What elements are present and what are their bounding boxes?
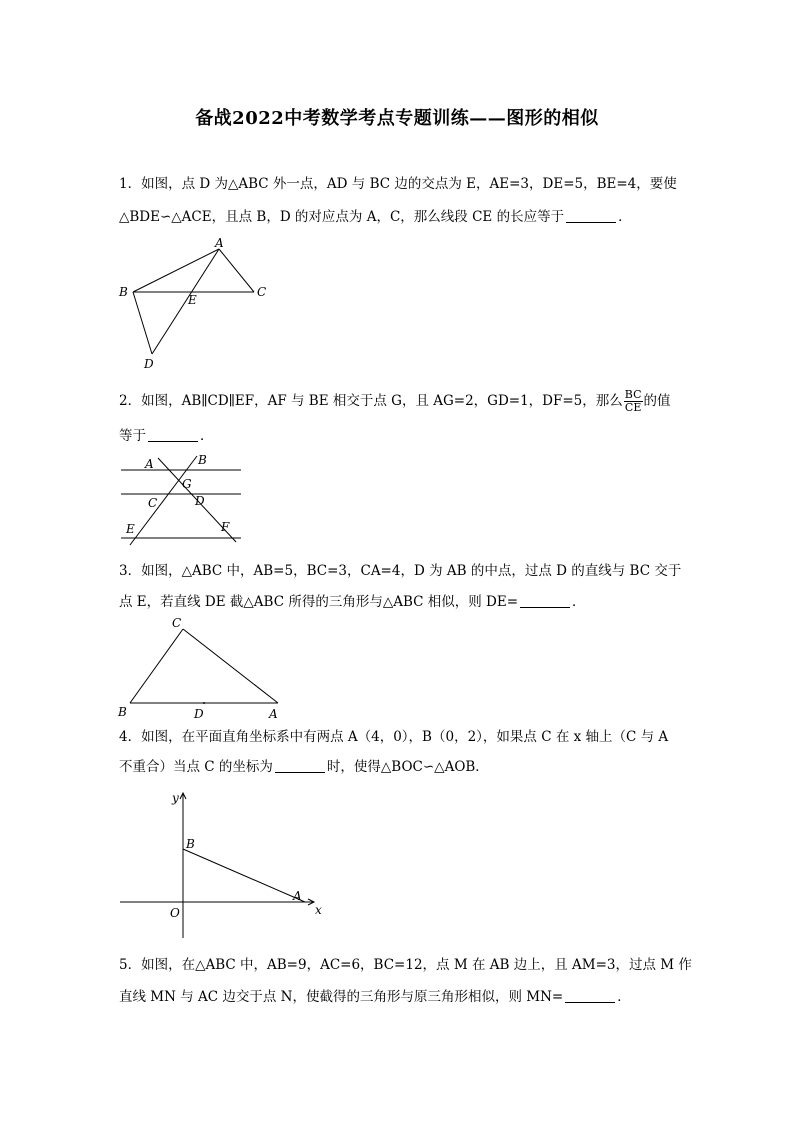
q1-label-c: C xyxy=(257,285,267,299)
q1-answer-blank[interactable] xyxy=(566,208,616,223)
q3-edge-ca xyxy=(183,629,278,703)
q1-line1: 1．如图，点 D 为△ABC 外一点，AD 与 BC 边的交点为 E，AE=3，DE=5，BE=4，要使 xyxy=(119,176,677,192)
q2-fraction-numerator: BC xyxy=(624,388,642,401)
q5-line2-text: 直线 MN 与 AC 边交于点 N，使截得的三角形与原三角形相似，则 MN= xyxy=(119,989,564,1005)
q3-label-c: C xyxy=(172,616,182,630)
q1-line2-text: △BDE∽△ACE，且点 B，D 的对应点为 A，C，那么线段 CE 的长应等于 xyxy=(119,209,565,225)
q3-edge-bc xyxy=(130,629,183,703)
q3-figure xyxy=(110,612,295,722)
q4-label-x: x xyxy=(315,903,322,917)
q1-line2-end: ． xyxy=(618,209,632,225)
q5-answer-blank[interactable] xyxy=(565,988,615,1003)
q2-line2-end: ． xyxy=(200,428,214,444)
q4-line2-end: 时，使得△BOC∽△AOB． xyxy=(326,759,489,775)
page-title: 备战2022中考数学考点专题训练——图形的相似 xyxy=(195,108,599,129)
q1-label-a: A xyxy=(215,236,224,250)
q3-line2 xyxy=(119,592,586,612)
q1-edge-ad xyxy=(152,249,219,354)
q5-line2 xyxy=(119,987,631,1007)
q2-line2-text: 等于 xyxy=(119,428,146,444)
q3-point-d xyxy=(203,702,205,704)
q5-line1: 5．如图，在△ABC 中，AB=9，AC=6，BC=12，点 M 在 AB 边上，且 AM=3，过点 M 作 xyxy=(119,957,692,973)
q3-answer-blank[interactable] xyxy=(520,593,570,608)
q2-answer-blank[interactable] xyxy=(148,427,198,442)
q4-line1: 4．如图，在平面直角坐标系中有两点 A（4，0），B（0，2），如果点 C 在 x 轴上（C 与 A xyxy=(119,729,669,745)
q1-label-b: B xyxy=(119,285,128,299)
q3-line1: 3．如图，△ABC 中，AB=5，BC=3，CA=4，D 为 AB 的中点，过点 D 的直线与 BC 交于 xyxy=(119,563,682,579)
q4-label-o: O xyxy=(170,906,180,920)
q3-label-d: D xyxy=(194,707,204,721)
q2-label-a: A xyxy=(145,457,154,471)
q2-line1 xyxy=(119,389,671,414)
q2-line-be xyxy=(130,456,197,545)
q1-figure xyxy=(110,236,280,376)
q2-line1-end: 的值 xyxy=(643,393,671,409)
q2-line2 xyxy=(119,426,214,446)
q3-line2-end: ． xyxy=(572,594,586,610)
q4-answer-blank[interactable] xyxy=(275,758,325,773)
q2-label-f: F xyxy=(221,520,230,534)
q2-fraction xyxy=(624,389,643,414)
q4-line2-text: 不重合）当点 C 的坐标为 xyxy=(119,759,273,775)
q2-figure xyxy=(115,450,255,550)
q2-label-b: B xyxy=(198,453,207,467)
q1-edge-ac xyxy=(219,249,254,292)
q2-label-g: G xyxy=(182,477,192,491)
q3-label-a: A xyxy=(269,707,278,721)
q2-label-e: E xyxy=(126,522,135,536)
q1-edge-ab xyxy=(133,249,219,292)
q1-line2 xyxy=(119,207,632,227)
q2-fraction-denominator: CE xyxy=(624,401,642,414)
q4-label-b: B xyxy=(186,837,195,851)
q4-segment-ab xyxy=(183,849,305,902)
q3-line2-text: 点 E，若直线 DE 截△ABC 所得的三角形与△ABC 相似，则 DE= xyxy=(119,594,519,610)
q4-label-a: A xyxy=(293,889,302,903)
q5-line2-end: ． xyxy=(617,989,631,1005)
q4-figure xyxy=(110,788,335,943)
q1-label-d: D xyxy=(144,357,154,371)
q3-label-b: B xyxy=(118,705,127,719)
q2-label-d: D xyxy=(195,494,205,508)
q4-line2 xyxy=(119,757,489,777)
q2-line1-text: 2．如图，AB∥CD∥EF，AF 与 BE 相交于点 G，且 AG=2，GD=1，DF=5，那么 xyxy=(119,393,623,409)
q4-label-y: y xyxy=(172,791,179,805)
q1-edge-bd xyxy=(133,292,152,354)
q1-label-e: E xyxy=(188,293,197,307)
q2-label-c: C xyxy=(148,496,158,510)
